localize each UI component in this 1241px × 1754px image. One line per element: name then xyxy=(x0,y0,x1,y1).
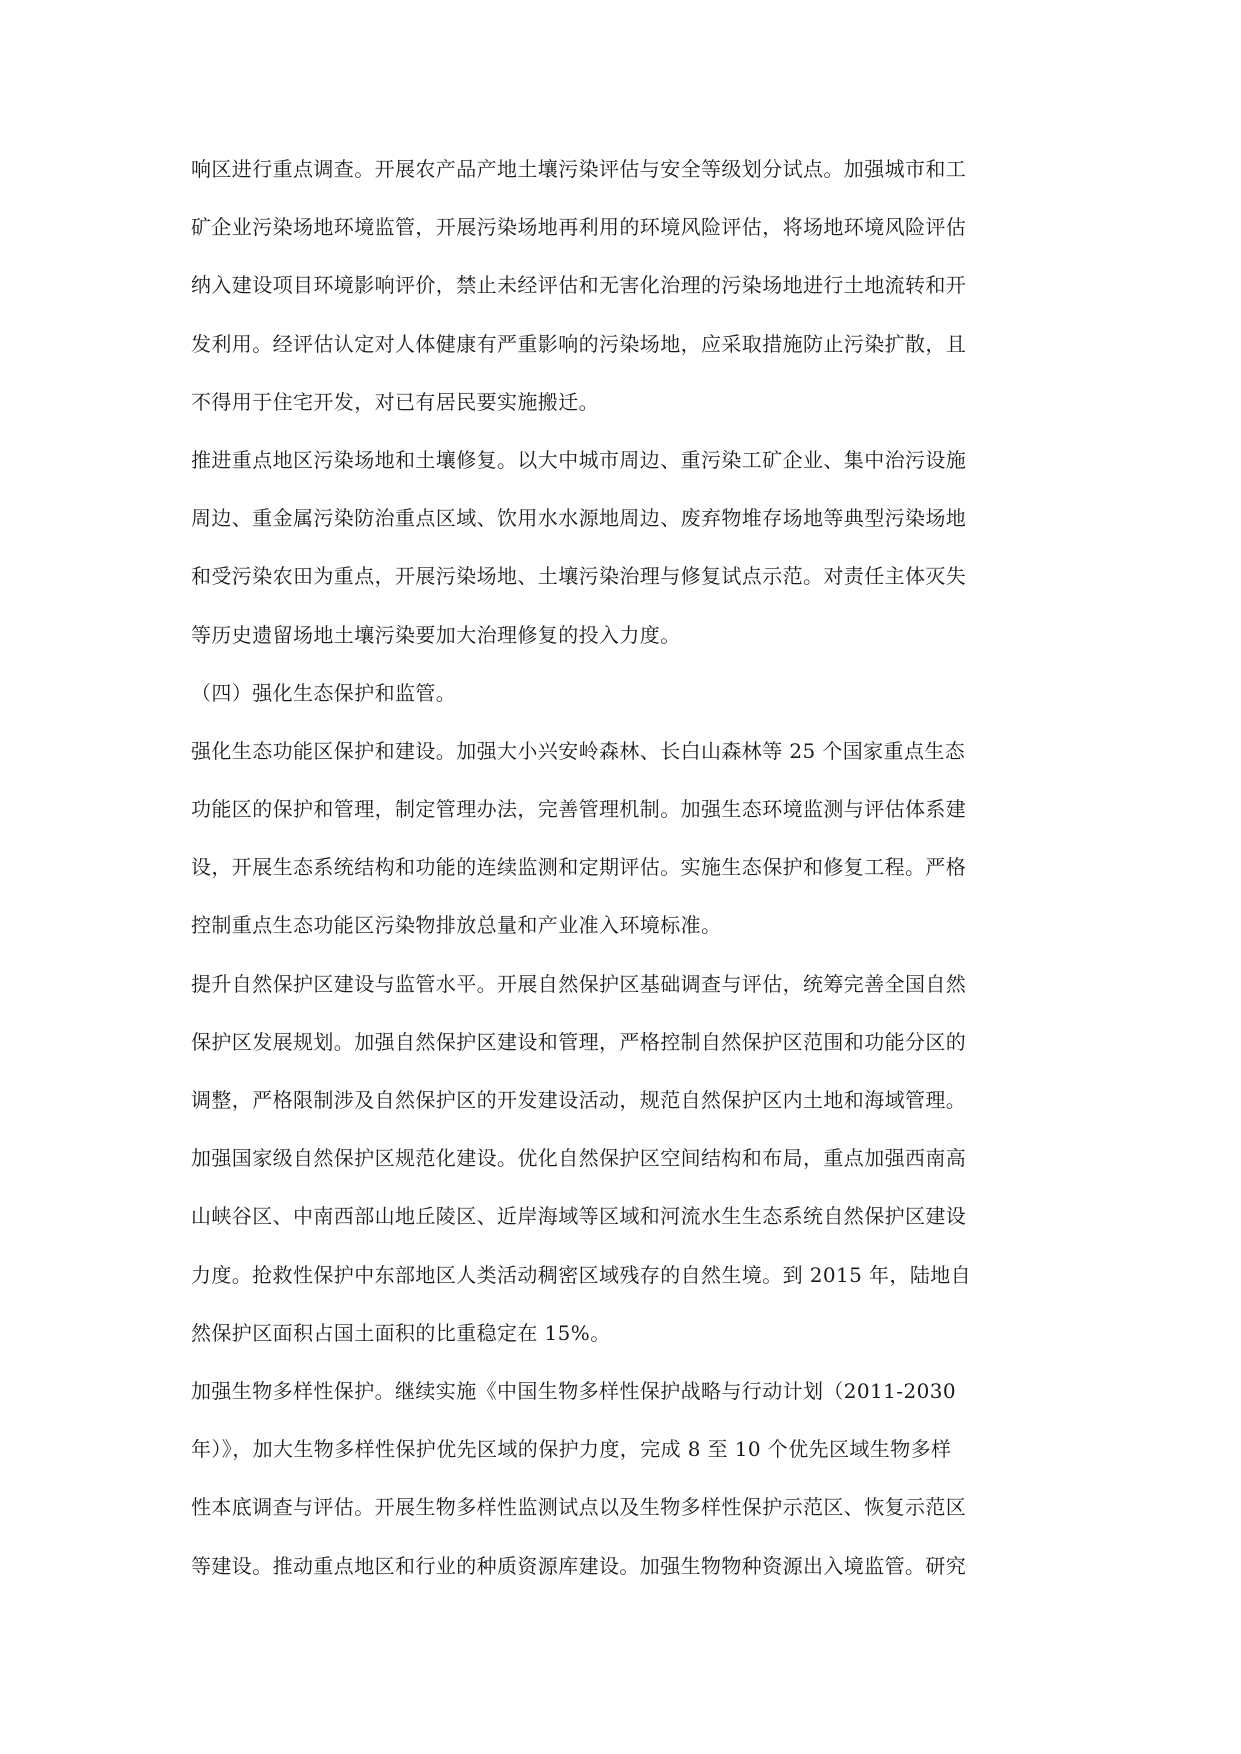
text-line: 然保护区面积占国土面积的比重稳定在 15%。 xyxy=(191,1320,611,1345)
text-line: 提升自然保护区建设与监管水平。开展自然保护区基础调查与评估，统筹完善全国自然 xyxy=(191,971,967,996)
text-line: 响区进行重点调查。开展农产品产地土壤污染评估与安全等级划分试点。加强城市和工 xyxy=(191,157,967,181)
text-line: 发利用。经评估认定对人体健康有严重影响的污染场地，应采取措施防止污染扩散，且 xyxy=(191,331,967,356)
text-line: 山峡谷区、中南西部山地丘陵区、近岸海域等区域和河流水生生态系统自然保护区建设 xyxy=(191,1204,967,1229)
text-line: 矿企业污染场地环境监管，开展污染场地再利用的环境风险评估，将场地环境风险评估 xyxy=(191,215,967,240)
text-line: 加强生物多样性保护。继续实施《中国生物多样性保护战略与行动计划（2011-2030 xyxy=(191,1378,956,1403)
text-line: 周边、重金属污染防治重点区域、饮用水水源地周边、废弃物堆存场地等典型污染场地 xyxy=(191,506,967,531)
text-line: 加强国家级自然保护区规范化建设。优化自然保护区空间结构和布局，重点加强西南高 xyxy=(191,1146,967,1171)
text-line: 保护区发展规划。加强自然保护区建设和管理，严格控制自然保护区范围和功能分区的 xyxy=(191,1029,967,1054)
text-line: 力度。抢救性保护中东部地区人类活动稠密区域残存的自然生境。到 2015 年，陆地自 xyxy=(191,1262,972,1287)
text-line: 性本底调查与评估。开展生物多样性监测试点以及生物多样性保护示范区、恢复示范区 xyxy=(191,1495,967,1520)
text-line: 功能区的保护和管理，制定管理办法，完善管理机制。加强生态环境监测与评估体系建 xyxy=(191,797,967,822)
text-line: 不得用于住宅开发，对已有居民要实施搬迁。 xyxy=(191,389,599,414)
text-line: 强化生态功能区保护和建设。加强大小兴安岭森林、长白山森林等 25 个国家重点生态 xyxy=(191,738,966,763)
text-line: 调整，严格限制涉及自然保护区的开发建设活动，规范自然保护区内土地和海域管理。 xyxy=(191,1088,967,1112)
section-heading: （四）强化生态保护和监管。 xyxy=(191,680,457,705)
text-line: 设，开展生态系统结构和功能的连续监测和定期评估。实施生态保护和修复工程。严格 xyxy=(191,855,967,880)
document-body xyxy=(191,155,1061,1610)
text-line: 等历史遗留场地土壤污染要加大治理修复的投入力度。 xyxy=(191,622,681,647)
text-line: 纳入建设项目环境影响评价，禁止未经评估和无害化治理的污染场地进行土地流转和开 xyxy=(191,273,967,298)
text-line: 年）》，加大生物多样性保护优先区域的保护力度，完成 8 至 10 个优先区域生物多样 xyxy=(191,1437,952,1462)
text-line: 等建设。推动重点地区和行业的种质资源库建设。加强生物物种资源出入境监管。研究 xyxy=(191,1553,967,1578)
text-line: 控制重点生态功能区污染物排放总量和产业准入环境标准。 xyxy=(191,913,722,938)
text-line: 和受污染农田为重点，开展污染场地、土壤污染治理与修复试点示范。对责任主体灭失 xyxy=(191,564,967,589)
text-line: 推进重点地区污染场地和土壤修复。以大中城市周边、重污染工矿企业、集中治污设施 xyxy=(191,447,967,472)
